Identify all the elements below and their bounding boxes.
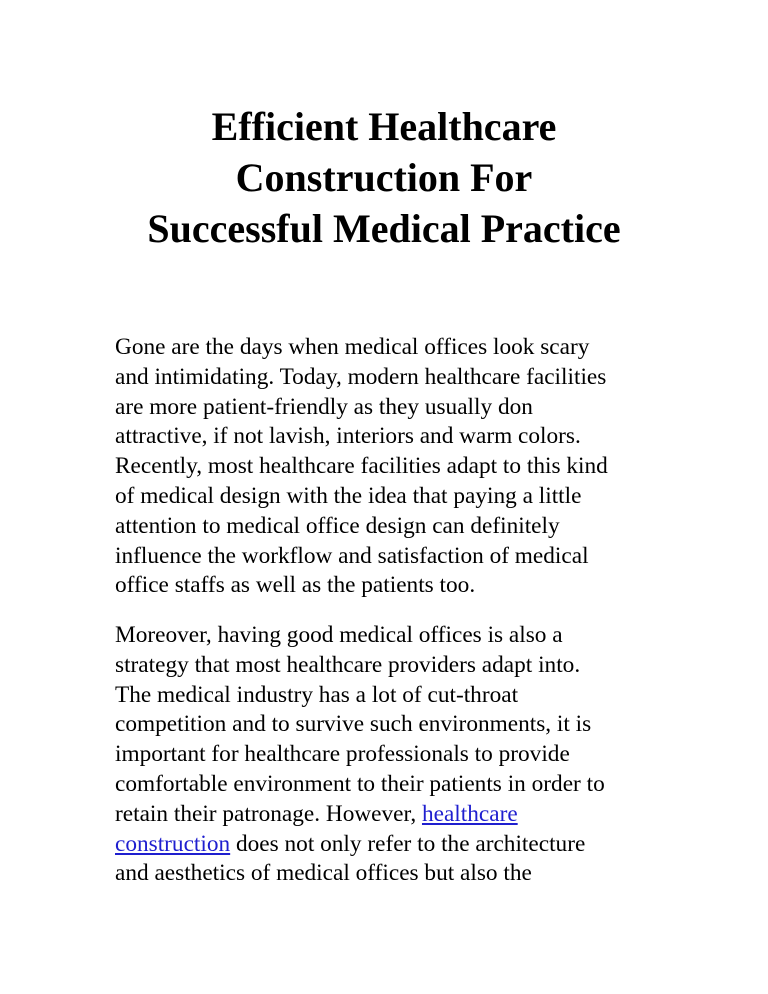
page-title — [100, 101, 668, 254]
text-line: office staffs as well as the patients too. — [115, 572, 476, 599]
text-line: of medical design with the idea that paying a little — [115, 482, 582, 509]
text-line: competition and to survive such environments, it is — [115, 711, 592, 738]
title-line: Successful Medical Practice — [147, 206, 621, 251]
text-line: Gone are the days when medical offices look scary — [115, 334, 590, 360]
text-fragment: does not only refer to the architecture — [230, 830, 586, 857]
text-line: and aesthetics of medical offices but also the — [115, 860, 532, 887]
text-line: strategy that most healthcare providers adapt into. — [115, 651, 581, 678]
paragraph-moreover — [115, 621, 675, 889]
text-line: Moreover, having good medical offices is also a — [115, 622, 563, 648]
title-line: Efficient Healthcare — [211, 104, 557, 149]
text-line: The medical industry has a lot of cut-throat — [115, 681, 519, 708]
text-line: Recently, most healthcare facilities adapt to this kind — [115, 453, 608, 480]
healthcare-construction-link[interactable]: healthcare — [421, 800, 518, 827]
text-line: comfortable environment to their patients in order to — [115, 770, 605, 797]
text-line: attention to medical office design can definitely — [115, 512, 560, 539]
text-fragment: retain their patronage. However, — [115, 800, 422, 827]
text-line — [115, 830, 675, 860]
healthcare-construction-link[interactable]: construction — [115, 830, 231, 857]
text-line — [115, 800, 675, 830]
text-line: and intimidating. Today, modern healthcare facilities — [115, 363, 607, 390]
text-line: are more patient-friendly as they usually don — [115, 393, 533, 420]
text-line: attractive, if not lavish, interiors and warm colors. — [115, 423, 581, 450]
paragraph-intro — [115, 333, 675, 601]
text-line: important for healthcare professionals to provide — [115, 741, 570, 768]
title-line: Construction For — [235, 155, 533, 200]
text-line: influence the workflow and satisfaction of medical — [115, 542, 589, 569]
